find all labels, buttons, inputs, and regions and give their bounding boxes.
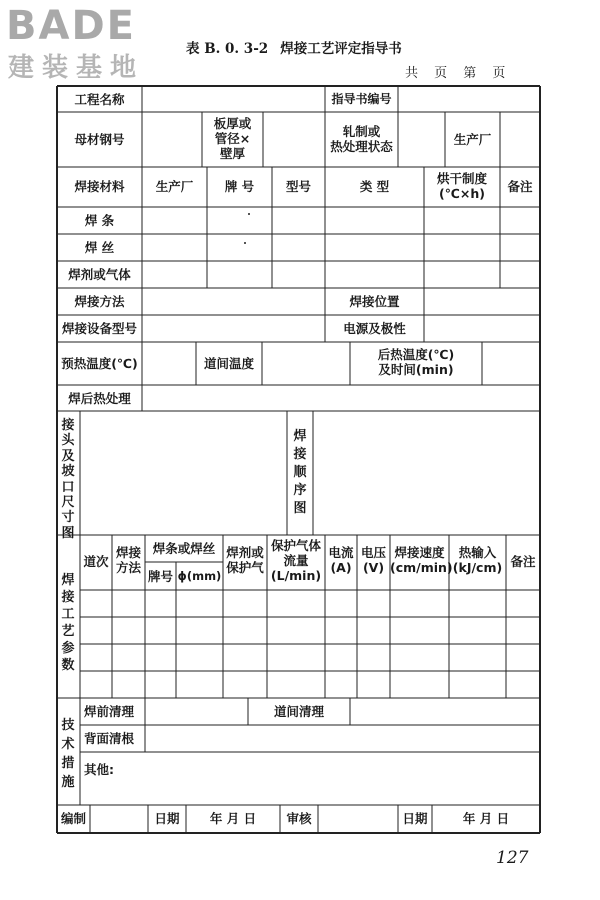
label-compiled: 编制: [60, 811, 86, 826]
label-rolling-state: [325, 124, 398, 154]
header-model: 型号: [285, 179, 311, 194]
header-type: 类 型: [359, 179, 390, 194]
label-pwht: 焊后热处理: [68, 391, 131, 406]
label-rolling-line2: 热处理状态: [330, 139, 393, 154]
header-voltage: [357, 545, 390, 575]
label-manufacturer: 生产厂: [453, 132, 492, 147]
label-weld-method: 焊接方法: [74, 294, 125, 309]
header-method-line2: 方法: [115, 560, 141, 575]
header-remark: 备注: [507, 179, 533, 194]
label-base-steel: 母材钢号: [74, 132, 125, 147]
label-other: 其他:: [84, 762, 114, 777]
header-current-line1: 电流: [328, 545, 354, 560]
page-number: 127: [496, 848, 529, 868]
header-rod-brand: 牌号: [147, 569, 173, 584]
header-voltage-line1: 电压: [360, 545, 386, 560]
label-ymd2: 年 月 日: [462, 811, 510, 826]
label-preheat-temp: 预热温度(℃): [61, 356, 138, 371]
label-postheat-line1: 后热温度(℃): [377, 347, 455, 362]
scan-speck: [244, 242, 246, 244]
logo-brand: BADE: [6, 3, 136, 49]
header-drying: [424, 171, 500, 201]
header-pass: 道次: [83, 554, 109, 569]
header-gas-flow: [267, 538, 325, 583]
header-gas-line3: (L/min): [270, 568, 322, 583]
header-flux: [223, 545, 267, 575]
label-tech-measures: 技术措施: [61, 718, 75, 790]
header-gas-line2: 流量: [283, 553, 309, 568]
label-postheat-line2: 及时间(min): [378, 362, 454, 377]
header-flux-line1: 焊剂或: [226, 545, 264, 560]
label-wire: 焊 丝: [84, 240, 115, 255]
header-method-line1: 焊接: [115, 545, 141, 560]
header-voltage-line2: (V): [362, 560, 385, 575]
header-drying-line1: 烘干制度: [436, 171, 487, 186]
scan-speck: [248, 213, 250, 215]
header-method: [112, 545, 145, 575]
header-brand: 牌 号: [224, 179, 255, 194]
label-interpass-temp: 道间温度: [203, 356, 254, 371]
label-date2: 日期: [402, 811, 428, 826]
label-guide-no: 指导书编号: [331, 92, 392, 106]
header-heat-input: [449, 545, 506, 575]
label-pre-clean: 焊前清理: [84, 704, 135, 719]
label-thickness-line3: 壁厚: [219, 146, 245, 161]
label-weld-position: 焊接位置: [349, 294, 400, 309]
header-gas-line1: 保护气体: [270, 538, 321, 553]
label-project-name: 工程名称: [74, 92, 125, 107]
header-heat-line2: (kJ/cm): [452, 560, 503, 575]
logo-subtitle: 建装基地: [8, 53, 145, 83]
label-thickness-line1: 板厚或: [213, 116, 252, 131]
label-ymd1: 年 月 日: [209, 811, 257, 826]
page-info: 共 页 第 页: [405, 66, 512, 81]
header-mat-manufacturer: 生产厂: [155, 179, 194, 194]
label-back-gouge: 背面清根: [84, 731, 135, 746]
header-speed-line1: 焊接速度: [394, 545, 445, 560]
label-interpass-clean: 道间清理: [273, 704, 324, 719]
label-joint-drawing: 接头及坡口尺寸图: [61, 418, 75, 541]
label-review: 审核: [286, 811, 312, 826]
header-rod-dia: ϕ(mm): [177, 569, 222, 583]
header-param-remark: 备注: [510, 554, 536, 569]
label-thickness: [202, 116, 263, 161]
header-current: [325, 545, 357, 575]
header-current-line2: (A): [330, 560, 352, 575]
label-equipment-model: 焊接设备型号: [61, 321, 137, 336]
label-weld-material: 焊接材料: [74, 179, 125, 194]
table-number: 表 B. 0. 3-2: [186, 41, 269, 57]
label-flux-gas: 焊剂或气体: [68, 267, 131, 282]
label-postheat: [350, 347, 482, 377]
label-power-polarity: 电源及极性: [343, 321, 406, 336]
label-weld-sequence: 焊接顺序图: [293, 429, 307, 516]
header-rod-wire: 焊条或焊丝: [152, 541, 216, 556]
header-heat-line1: 热输入: [458, 545, 497, 560]
header-speed-line2: (cm/min): [390, 560, 453, 575]
label-thickness-line2: 管径×: [214, 131, 251, 146]
header-flux-line2: 保护气: [226, 560, 264, 575]
label-process-params: 焊接工艺参数: [61, 573, 75, 673]
header-drying-line2: (℃×h): [439, 186, 485, 201]
label-rolling-line1: 轧制或: [342, 124, 381, 139]
title-text: 焊接工艺评定指导书: [280, 41, 402, 57]
header-speed: [390, 545, 453, 575]
label-electrode: 焊 条: [84, 213, 115, 228]
label-date1: 日期: [154, 811, 180, 826]
